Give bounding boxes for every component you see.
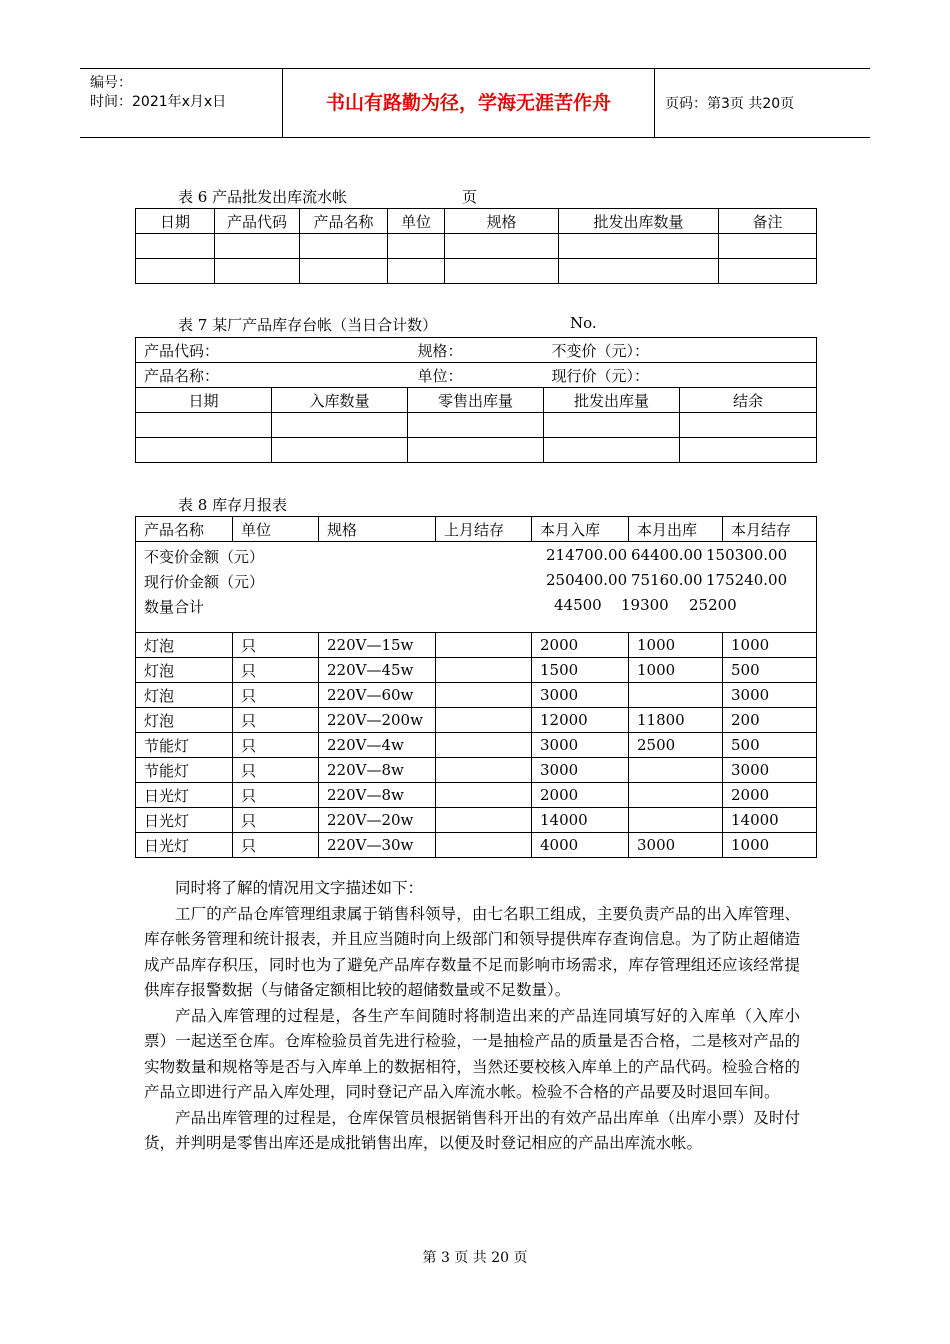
table8-header-cell: 本月入库 (532, 517, 629, 542)
table8-cell-prev (436, 683, 532, 708)
table-row (136, 833, 817, 858)
table8-cell-spec: 220V—8w (319, 783, 436, 808)
table8-cell-out (629, 683, 723, 708)
table8-header-cell: 产品名称 (136, 517, 233, 542)
table-row (136, 733, 817, 758)
table8-cell-name: 日光灯 (136, 783, 233, 808)
table6-caption: 表 6 产品批发出库流水帐 (178, 188, 348, 206)
fixed-price-label: 不变价（元）： (544, 338, 817, 363)
table8-cell-out: 2500 (629, 733, 723, 758)
table8-cell-unit: 只 (233, 658, 319, 683)
table8-cell-name: 灯泡 (136, 658, 233, 683)
table8-cell-prev (436, 658, 532, 683)
table8-cell-bal: 200 (723, 708, 817, 733)
table8-cell-bal: 500 (723, 733, 817, 758)
table-row (136, 683, 817, 708)
table8-cell-bal: 1000 (723, 833, 817, 858)
summary-value: 150300.00 (706, 546, 788, 564)
table8-cell-in: 2000 (532, 633, 629, 658)
table-row (136, 259, 817, 284)
summary-label: 数量合计 (144, 598, 205, 616)
table8-cell-prev (436, 708, 532, 733)
table8 (135, 516, 817, 858)
table-row (136, 758, 817, 783)
table8-cell-in: 14000 (532, 808, 629, 833)
table8-cell-prev (436, 633, 532, 658)
table8-cell-spec: 220V—15w (319, 633, 436, 658)
header-page-info: 页码：第3页 共20页 (665, 96, 795, 112)
summary-value: 25200 (689, 596, 737, 614)
table8-cell-unit: 只 (233, 783, 319, 808)
table7-caption: 表 7 某厂产品库存台帐（当日合计数） (178, 316, 438, 334)
table8-cell-bal: 500 (723, 658, 817, 683)
table8-cell-in: 3000 (532, 758, 629, 783)
table-row (136, 808, 817, 833)
table8-cell-name: 日光灯 (136, 808, 233, 833)
summary-value: 175240.00 (706, 571, 788, 589)
table8-cell-spec: 220V—45w (319, 658, 436, 683)
table8-cell-out (629, 783, 723, 808)
table8-cell-spec: 220V—60w (319, 683, 436, 708)
table-row (136, 413, 817, 438)
unit-label: 单位： (408, 363, 544, 388)
paragraph: 工厂的产品仓库管理组隶属于销售科领导，由七名职工组成，主要负责产品的出入库管理、库存帐务管理和统计报表，并且应当随时向上级部门和领导提供库存查询信息。为了防止超储造成产品库存积压，同时也为了避免产品库存数量不足而影响市场需求，库存管理组还应该经常提供库存报警数据（与储备定额相比较的超储数量或不足数量）。 (144, 904, 800, 999)
table7 (135, 337, 817, 463)
table8-cell-out (629, 758, 723, 783)
summary-value: 75160.00 (631, 571, 703, 589)
time-label: 时间：2021年x月x日 (90, 94, 227, 110)
table8-cell-name: 节能灯 (136, 758, 233, 783)
table8-summary (136, 542, 817, 633)
table6-header-cell: 日期 (136, 209, 215, 234)
table8-cell-unit: 只 (233, 708, 319, 733)
table-row (136, 783, 817, 808)
spec-label: 规格： (408, 338, 544, 363)
table-row (136, 438, 817, 463)
summary-label: 不变价金额（元） (144, 548, 265, 566)
table8-cell-spec: 220V—30w (319, 833, 436, 858)
table7-caption-no: No. (570, 314, 597, 332)
table8-cell-unit: 只 (233, 683, 319, 708)
header-meta (80, 69, 283, 137)
table8-cell-spec: 220V—4w (319, 733, 436, 758)
table8-cell-prev (436, 733, 532, 758)
paragraph: 同时将了解的情况用文字描述如下： (175, 879, 424, 897)
table6 (135, 208, 817, 284)
table6-header-cell: 批发出库数量 (559, 209, 719, 234)
page-header (80, 68, 870, 138)
summary-value: 19300 (621, 596, 669, 614)
table8-cell-prev (436, 758, 532, 783)
table8-cell-prev (436, 808, 532, 833)
header-slogan: 书山有路勤为径，学海无涯苦作舟 (283, 69, 655, 137)
page-footer: 第 3 页 共 20 页 (422, 1250, 528, 1266)
table8-cell-out: 1000 (629, 658, 723, 683)
table8-header-cell: 本月结存 (723, 517, 817, 542)
table6-header-cell: 规格 (445, 209, 559, 234)
table8-cell-spec: 220V—20w (319, 808, 436, 833)
table8-cell-unit: 只 (233, 733, 319, 758)
table8-header-cell: 本月出库 (629, 517, 723, 542)
table8-cell-name: 灯泡 (136, 683, 233, 708)
product-code-label: 产品代码： (136, 338, 408, 363)
table8-cell-in: 12000 (532, 708, 629, 733)
paragraph: 产品出库管理的过程是，仓库保管员根据销售科开出的有效产品出库单（出库小票）及时付货，并判明是零售出库还是成批销售出库，以便及时登记相应的产品出库流水帐。 (144, 1108, 800, 1152)
table8-cell-in: 3000 (532, 733, 629, 758)
table-row (136, 633, 817, 658)
table8-cell-in: 2000 (532, 783, 629, 808)
paragraph: 产品入库管理的过程是，各生产车间随时将制造出来的产品连同填写好的入库单（入库小票）一起送至仓库。仓库检验员首先进行检验，一是抽检产品的质量是否合格，二是核对产品的实物数量和规格等是否与入库单上的数据相符，当然还要校核入库单上的产品代码。检验合格的产品立即进行产品入库处理，同时登记产品入库流水帐。检验不合格的产品要及时退回车间。 (144, 1006, 800, 1101)
summary-value: 44500 (554, 596, 602, 614)
table8-cell-name: 灯泡 (136, 708, 233, 733)
table6-header-cell: 产品名称 (300, 209, 388, 234)
table8-cell-spec: 220V—200w (319, 708, 436, 733)
table8-cell-in: 4000 (532, 833, 629, 858)
table8-cell-bal: 14000 (723, 808, 817, 833)
table8-header-cell: 规格 (319, 517, 436, 542)
table8-header-cell: 上月结存 (436, 517, 532, 542)
table8-cell-unit: 只 (233, 808, 319, 833)
table7-header-cell: 批发出库量 (544, 388, 680, 413)
table8-cell-out: 1000 (629, 633, 723, 658)
table6-header-cell: 单位 (388, 209, 445, 234)
summary-value: 250400.00 (546, 571, 628, 589)
table6-caption-suffix: 页 (462, 188, 478, 206)
table8-cell-name: 灯泡 (136, 633, 233, 658)
product-name-label: 产品名称： (136, 363, 408, 388)
table8-cell-unit: 只 (233, 633, 319, 658)
table8-cell-bal: 3000 (723, 683, 817, 708)
table8-cell-out: 3000 (629, 833, 723, 858)
table8-cell-name: 节能灯 (136, 733, 233, 758)
table8-cell-prev (436, 833, 532, 858)
table-row (136, 234, 817, 259)
body-text (144, 876, 800, 1157)
table6-header-cell: 备注 (719, 209, 817, 234)
table7-header-cell: 零售出库量 (408, 388, 544, 413)
table8-cell-bal: 1000 (723, 633, 817, 658)
table8-cell-in: 1500 (532, 658, 629, 683)
summary-label: 现行价金额（元） (144, 573, 265, 591)
table7-header-cell: 结余 (680, 388, 817, 413)
table7-header-cell: 日期 (136, 388, 272, 413)
table8-cell-out: 11800 (629, 708, 723, 733)
table8-cell-unit: 只 (233, 833, 319, 858)
table8-cell-bal: 2000 (723, 783, 817, 808)
table-row (136, 708, 817, 733)
current-price-label: 现行价（元）： (544, 363, 817, 388)
summary-value: 64400.00 (631, 546, 703, 564)
table8-header-cell: 单位 (233, 517, 319, 542)
table8-caption: 表 8 库存月报表 (178, 496, 288, 514)
table8-cell-unit: 只 (233, 758, 319, 783)
table8-cell-spec: 220V—8w (319, 758, 436, 783)
table-row (136, 658, 817, 683)
table8-cell-out (629, 808, 723, 833)
number-label: 编号： (90, 75, 132, 91)
summary-value: 214700.00 (546, 546, 628, 564)
table7-header-cell: 入库数量 (272, 388, 408, 413)
table8-cell-bal: 3000 (723, 758, 817, 783)
table8-cell-name: 日光灯 (136, 833, 233, 858)
table6-header-cell: 产品代码 (215, 209, 300, 234)
table8-cell-in: 3000 (532, 683, 629, 708)
table8-cell-prev (436, 783, 532, 808)
